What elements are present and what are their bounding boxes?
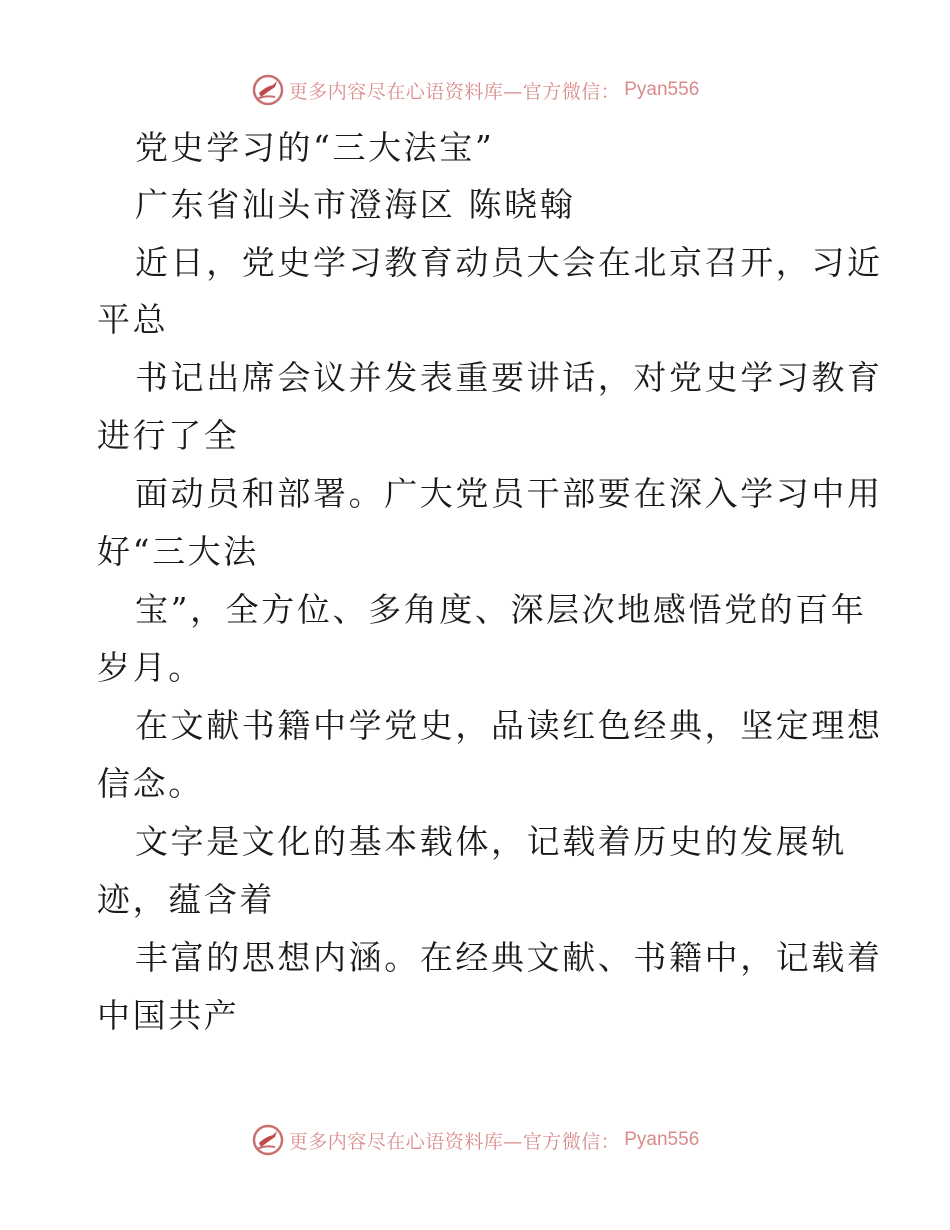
paragraph-line: 丰富的思想内涵。在经典文献、书籍中，记载着 (135, 938, 883, 977)
paragraph-line: 中国共产 (97, 996, 240, 1035)
book-pen-logo-icon (251, 73, 285, 107)
paragraph-line: 平总 (97, 300, 169, 339)
watermark-text: 更多内容尽在心语资料库—官方微信： (288, 1130, 621, 1153)
watermark-text: 更多内容尽在心语资料库—官方微信： (288, 80, 621, 103)
paragraph-line: 信念。 (97, 764, 204, 803)
paragraph-line: 好“三大法 (97, 532, 259, 571)
paragraph-line: 书记出席会议并发表重要讲话，对党史学习教育 (135, 358, 883, 397)
paragraph-line: 面动员和部署。广大党员干部要在深入学习中用 (135, 474, 883, 513)
paragraph-line: 进行了全 (97, 416, 240, 455)
paragraph-line: 宝”，全方位、多角度、深层次地感悟党的百年 (135, 590, 867, 629)
footer-watermark (0, 1120, 950, 1160)
paragraph-line: 迹，蕴含着 (97, 880, 275, 919)
book-pen-logo-icon (251, 1123, 285, 1157)
paragraph-line: 文字是文化的基本载体，记载着历史的发展轨 (135, 822, 847, 861)
paragraph-line: 在文献书籍中学党史，品读红色经典，坚定理想 (135, 706, 883, 745)
document-title: 党史学习的“三大法宝” (135, 128, 495, 167)
paragraph-line: 岁月。 (97, 648, 204, 687)
header-watermark (0, 70, 950, 110)
watermark-wechat-id: Pyan556 (624, 79, 700, 100)
document-author: 广东省汕头市澄海区 陈晓翰 (135, 185, 576, 224)
watermark-wechat-id: Pyan556 (624, 1129, 700, 1150)
paragraph-line: 近日，党史学习教育动员大会在北京召开，习近 (135, 243, 883, 282)
